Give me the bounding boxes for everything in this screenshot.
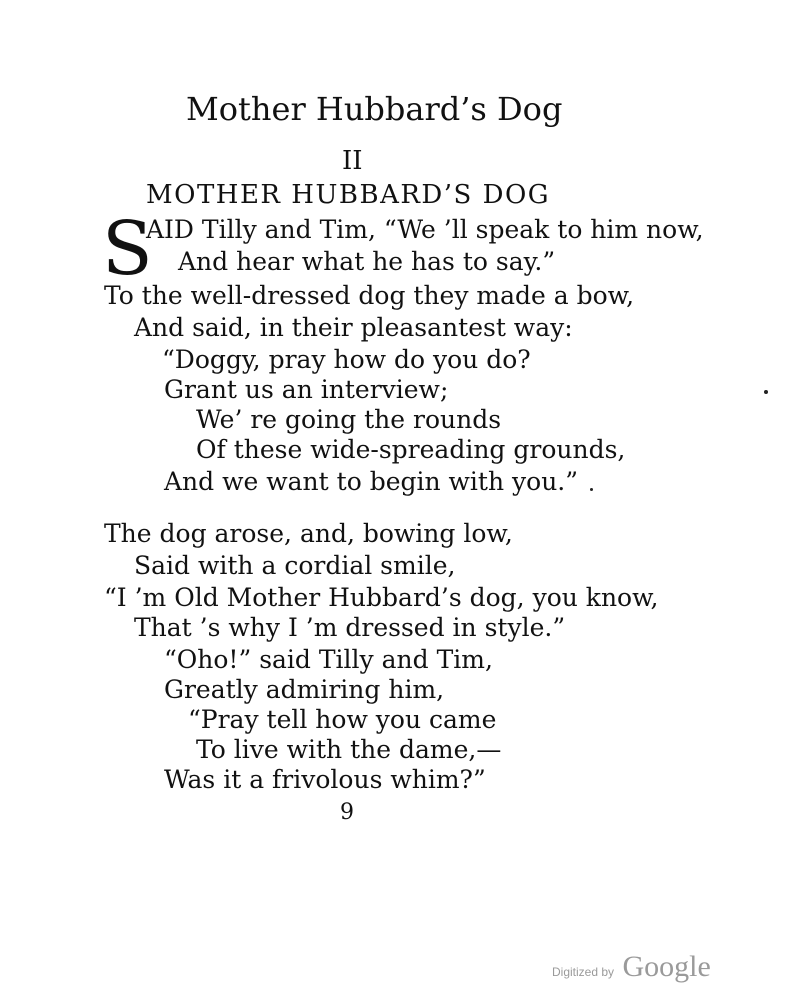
- drop-cap: S: [102, 206, 153, 292]
- watermark-prefix: Digitized by: [552, 965, 615, 979]
- scan-speck: [764, 390, 768, 394]
- digitized-watermark: [552, 950, 711, 984]
- poem-line: “Pray tell how you came: [188, 705, 497, 734]
- poem-line: Of these wide-spreading grounds,: [196, 435, 626, 464]
- poem-line: “Doggy, pray how do you do?: [162, 345, 531, 374]
- poem-line: To live with the dame,—: [196, 735, 502, 764]
- poem-line: The dog arose, and, bowing low,: [104, 519, 513, 548]
- poem-line: And said, in their pleasantest way:: [134, 313, 573, 342]
- scan-speck: [590, 488, 593, 491]
- page-number: 9: [340, 800, 354, 825]
- poem-line: “Oho!” said Tilly and Tim,: [164, 645, 493, 674]
- section-number: II: [342, 146, 363, 176]
- poem-line: Said with a cordial smile,: [134, 551, 456, 580]
- poem-title: MOTHER HUBBARD’S DOG: [146, 180, 551, 210]
- watermark-brand: Google: [622, 950, 711, 983]
- poem-line: That ’s why I ’m dressed in style.”: [134, 613, 566, 642]
- poem-line: “I ’m Old Mother Hubbard’s dog, you know,: [104, 583, 659, 612]
- poem-line: And hear what he has to say.”: [178, 247, 556, 276]
- poem-line: Grant us an interview;: [164, 375, 449, 404]
- running-head: Mother Hubbard’s Dog: [186, 90, 563, 128]
- poem-line: Was it a frivolous whim?”: [164, 765, 486, 794]
- poem-line: We’ re going the rounds: [196, 405, 502, 434]
- poem-line: Greatly admiring him,: [164, 675, 445, 704]
- poem-line: AID Tilly and Tim, “We ’ll speak to him now,: [146, 215, 704, 244]
- poem-line: And we want to begin with you.”: [164, 467, 579, 496]
- poem-line: To the well-dressed dog they made a bow,: [104, 281, 635, 310]
